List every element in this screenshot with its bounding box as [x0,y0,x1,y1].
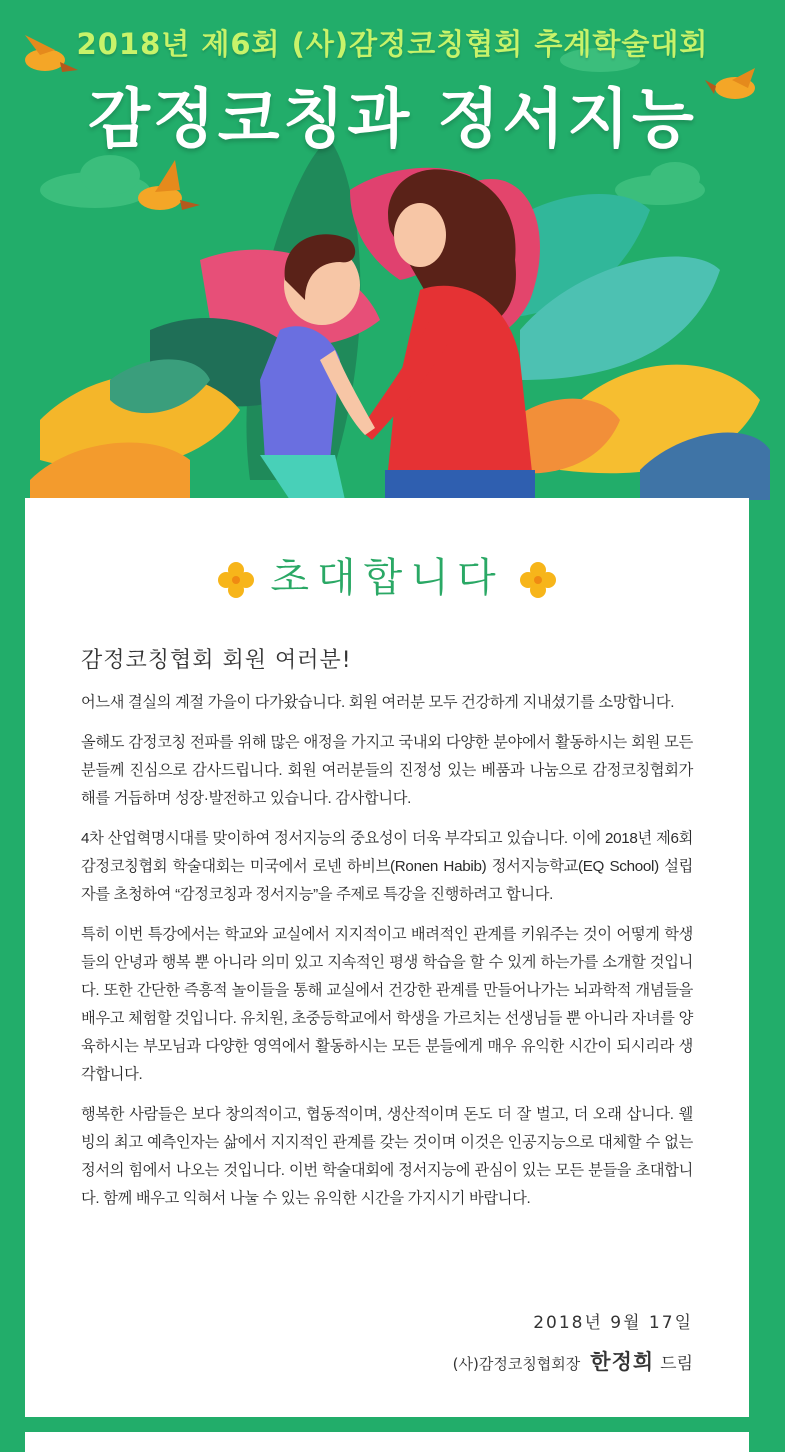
letter-date: 2018년 9월 17일 [533,1313,693,1333]
heading-text: 초대합니다 [270,555,504,601]
signer-title: (사)감정코칭협회장 [452,1355,581,1373]
greeting: 감정코칭협회 회원 여러분! [81,648,352,673]
closing: 드림 [660,1354,693,1374]
invitation-heading [25,546,749,603]
letter-body [81,689,693,1225]
event-title: 감정코칭과 정서지능 [88,83,697,157]
paragraph: 행복한 사람들은 보다 창의적이고, 협동적이며, 생산적이며 돈도 더 잘 벌고, 더 오래 삽니다. 웰빙의 최고 예측인자는 삶에서 지지적인 관계를 갖는 것이며 이것은 인공지능으로 대체할 수 없는 정서의 힘에서 나오는 것입니다. 이번 학술대회에 정서지능에 관심이 있는 모든 분들을 초대합니다. 함께 배우고 익혀서 나눌 수 있는 유익한 시간을 가지시기 바랍니다. [81,1106,693,1207]
paragraph: 특히 이번 특강에서는 학교와 교실에서 지지적이고 배려적인 관계를 키워주는 것이 어떻게 학생들의 안녕과 행복 뿐 아니라 의미 있고 지속적인 평생 학습을 할 수 있게 하는가를 소개할 것입니다. 또한 간단한 즉흥적 놀이들을 통해 교실에서 건강한 관계를 만들어나가는 뇌과학적 개념들을 배우고 체험할 것입니다. 유치원, 초중등학교에서 학생을 가르치는 선생님들 뿐 아니라 자녀를 양육하시는 부모님과 다양한 영역에서 활동하시는 모든 분들에게 매우 유익한 시간이 되시리라 생각합니다. [81,926,693,1083]
paragraph: 어느새 결실의 계절 가을이 다가왔습니다. 회원 여러분 모두 건강하게 지내셨기를 소망합니다. [81,694,675,711]
paragraph: 올해도 감정코칭 전파를 위해 많은 애정을 가지고 국내외 다양한 분야에서 활동하시는 회원 모든 분들께 진심으로 감사드립니다. 회원 여러분들의 진정성 있는 베품과 나눔으로 감정코칭협회가 해를 거듭하며 성장·발전하고 있습니다. 감사합니다. [81,734,693,807]
paragraph: 4차 산업혁명시대를 맞이하여 정서지능의 중요성이 더욱 부각되고 있습니다. 이에 2018년 제6회 감정코칭협회 학술대회는 미국에서 로넨 하비브(Ronen Habib) 정서지능학교(EQ School) 설립자를 초청하여 “감정코칭과 정서지능”을 주제로 특강을 진행하려고 합니다. [81,830,693,903]
flower-icon [518,560,558,600]
signer-name: 한정희 [590,1349,655,1374]
invitation-card [25,498,749,1417]
next-section-card [25,1432,749,1452]
header-banner [0,0,785,500]
flower-icon [216,560,256,600]
signature [453,1346,693,1376]
event-subtitle: 2018년 제6회 (사)감정코칭협회 추계학술대회 [76,27,709,61]
